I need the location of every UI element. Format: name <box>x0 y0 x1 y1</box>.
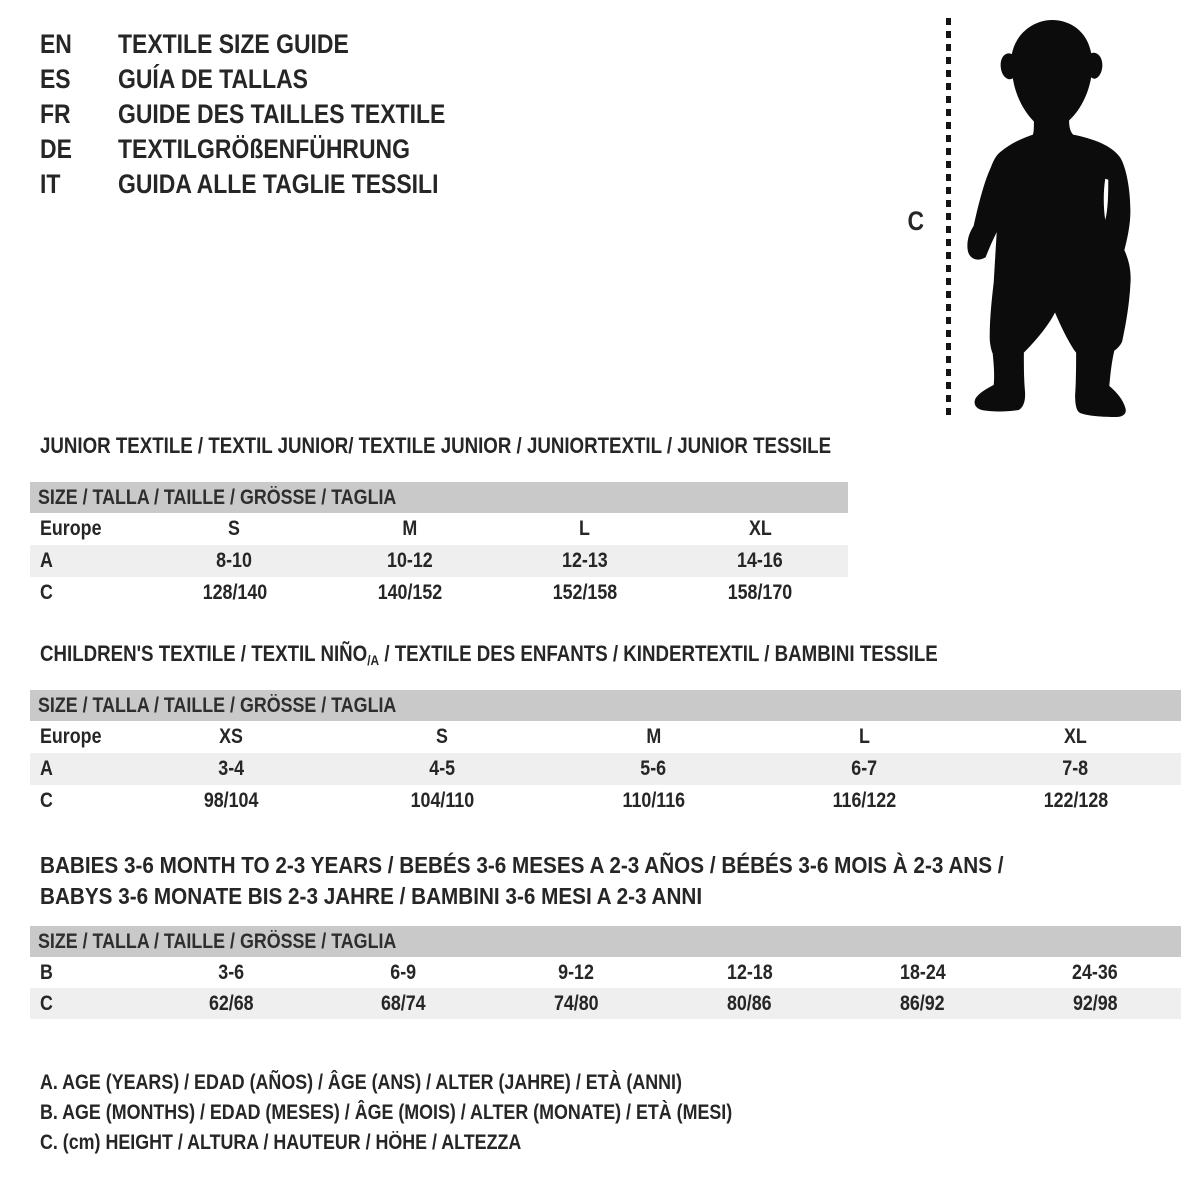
size-cell-text: 7-8 <box>1062 757 1089 780</box>
size-cell <box>490 988 663 1019</box>
row-label-text: C <box>40 581 53 604</box>
size-cell <box>317 988 490 1019</box>
height-measure-label-text: C <box>907 206 925 236</box>
legend-line-c <box>40 1128 854 1158</box>
size-cell-text: 128/140 <box>202 581 267 604</box>
size-cell <box>970 753 1181 785</box>
size-cell-text: L <box>859 725 870 748</box>
size-cell <box>126 753 337 785</box>
size-cell <box>672 545 848 577</box>
language-code-text: IT <box>40 169 61 199</box>
size-cell <box>145 988 317 1019</box>
children-title-part2: / TEXTILE DES ENFANTS / KINDERTEXTIL / BAMBINI TESSILE <box>379 641 938 666</box>
size-cell <box>126 721 337 753</box>
size-cell-text: S <box>228 517 241 540</box>
size-cell <box>497 577 672 609</box>
junior-table-title <box>40 433 971 459</box>
language-title: GUIDE DES TAILLES TEXTILE <box>118 99 446 129</box>
size-cell-text: 92/98 <box>1072 991 1118 1015</box>
size-cell <box>663 957 836 988</box>
size-cell <box>1009 988 1181 1019</box>
size-cell <box>836 988 1009 1019</box>
row-label-text: C <box>40 991 53 1015</box>
table-row <box>30 545 848 577</box>
size-cell-text: XL <box>748 517 772 540</box>
size-header-text: SIZE / TALLA / TAILLE / GRÖSSE / TAGLIA <box>38 694 397 717</box>
row-label-text: A <box>40 757 53 780</box>
language-code-text: FR <box>40 99 71 129</box>
row-label <box>30 545 147 577</box>
size-cell-text: 68/74 <box>381 991 426 1015</box>
children-size-header-bar <box>30 690 1181 721</box>
language-row <box>40 27 503 62</box>
size-cell <box>548 721 759 753</box>
row-label <box>30 577 147 609</box>
size-cell <box>836 957 1009 988</box>
size-header-text: SIZE / TALLA / TAILLE / GRÖSSE / TAGLIA <box>38 486 397 509</box>
table-row <box>30 988 1181 1019</box>
size-cell <box>970 785 1181 817</box>
row-label <box>30 753 126 785</box>
height-measure-dashed-line <box>946 18 951 416</box>
size-cell <box>337 753 548 785</box>
legend-line-a-text: A. AGE (YEARS) / EDAD (AÑOS) / ÂGE (ANS) / ALTER (JAHRE) / ETÀ (ANNI) <box>40 1071 682 1094</box>
junior-table-title-text: JUNIOR TEXTILE / TEXTIL JUNIOR/ TEXTILE JUNIOR / JUNIORTEXTIL / JUNIOR TESSILE <box>40 433 832 458</box>
size-cell <box>548 785 759 817</box>
size-cell <box>970 721 1181 753</box>
size-cell <box>322 577 497 609</box>
row-label <box>30 988 145 1019</box>
size-cell-text: 3-6 <box>218 960 244 984</box>
language-row <box>40 62 503 97</box>
size-cell-text: 5-6 <box>640 757 667 780</box>
size-cell <box>147 545 322 577</box>
children-table-title-text <box>40 641 938 673</box>
language-code-text: EN <box>40 29 72 59</box>
size-cell <box>145 957 317 988</box>
row-label <box>30 721 126 753</box>
size-cell <box>322 513 497 545</box>
table-row <box>30 785 1181 817</box>
size-cell <box>1009 957 1181 988</box>
table-row <box>30 957 1181 988</box>
size-cell-text: M <box>402 517 417 540</box>
size-cell <box>759 753 970 785</box>
row-label <box>30 957 145 988</box>
size-cell-text: 62/68 <box>208 991 254 1015</box>
table-row <box>30 753 1181 785</box>
size-cell-text: 4-5 <box>429 757 456 780</box>
language-title: GUÍA DE TALLAS <box>118 64 308 94</box>
size-cell <box>548 753 759 785</box>
size-cell <box>672 577 848 609</box>
size-cell-text: XL <box>1064 725 1087 748</box>
language-title: GUIDA ALLE TAGLIE TESSILI <box>118 169 439 199</box>
size-cell-text: 158/170 <box>727 581 793 604</box>
size-cell <box>317 957 490 988</box>
measurement-legend <box>40 1068 854 1158</box>
size-cell <box>147 577 322 609</box>
legend-line-a <box>40 1068 854 1098</box>
size-cell-text: 98/104 <box>204 789 259 812</box>
size-cell-text: 10-12 <box>386 549 433 572</box>
language-row <box>40 167 503 202</box>
language-title: TEXTILGRÖßENFÜHRUNG <box>118 134 410 164</box>
size-cell-text: 116/122 <box>832 789 897 812</box>
size-cell <box>497 513 672 545</box>
size-cell <box>322 545 497 577</box>
size-cell-text: 12-13 <box>561 549 608 572</box>
size-cell-text: 9-12 <box>558 960 595 984</box>
size-cell-text: 80/86 <box>727 991 772 1015</box>
size-cell-text: 3-4 <box>218 757 245 780</box>
toddler-silhouette-icon <box>963 18 1140 420</box>
size-cell-text: 12-18 <box>726 960 773 984</box>
size-cell <box>490 957 663 988</box>
size-cell <box>497 545 672 577</box>
size-cell <box>672 513 848 545</box>
legend-line-b-text: B. AGE (MONTHS) / EDAD (MESES) / ÂGE (MOIS) / ALTER (MONATE) / ETÀ (MESI) <box>40 1101 733 1124</box>
table-row <box>30 513 848 545</box>
size-cell-text: 152/158 <box>552 581 617 604</box>
size-cell <box>759 721 970 753</box>
babies-table-title <box>40 850 1111 912</box>
size-cell-text: 8-10 <box>216 549 253 572</box>
language-row <box>40 97 503 132</box>
size-cell-text: M <box>646 725 661 748</box>
size-cell <box>759 785 970 817</box>
size-cell <box>147 513 322 545</box>
children-size-table <box>30 721 1181 817</box>
size-cell-text: S <box>436 725 449 748</box>
size-cell-text: 6-9 <box>390 960 417 984</box>
row-label-text: Europe <box>40 517 102 540</box>
size-header-text: SIZE / TALLA / TAILLE / GRÖSSE / TAGLIA <box>38 930 397 953</box>
language-title-list <box>40 27 503 202</box>
legend-line-b <box>40 1098 854 1128</box>
size-cell-text: 104/110 <box>410 789 475 812</box>
children-table-title <box>40 641 1096 673</box>
row-label-text: B <box>40 960 53 984</box>
size-cell <box>337 721 548 753</box>
children-title-subscript: /A <box>367 652 380 668</box>
size-cell-text: XS <box>219 725 244 748</box>
size-cell-text: 86/92 <box>900 991 945 1015</box>
size-cell-text: 122/128 <box>1043 789 1108 812</box>
babies-title-line1: BABIES 3-6 MONTH TO 2-3 YEARS / BEBÉS 3-6 MESES A 2-3 AÑOS / BÉBÉS 3-6 MOIS À 2-3 ANS / <box>40 852 1004 878</box>
size-cell <box>337 785 548 817</box>
row-label-text: Europe <box>40 725 102 748</box>
size-cell-text: 14-16 <box>737 549 783 572</box>
babies-size-header-bar <box>30 926 1181 957</box>
language-code-text: ES <box>40 64 71 94</box>
row-label-text: A <box>40 549 53 572</box>
junior-size-header-bar <box>30 482 848 513</box>
babies-size-table <box>30 957 1181 1019</box>
junior-size-table <box>30 513 848 609</box>
row-label <box>30 785 126 817</box>
table-row <box>30 577 848 609</box>
table-row <box>30 721 1181 753</box>
row-label <box>30 513 147 545</box>
row-label-text: C <box>40 789 53 812</box>
language-code-text: DE <box>40 134 72 164</box>
size-cell <box>663 988 836 1019</box>
language-title: TEXTILE SIZE GUIDE <box>118 29 349 59</box>
language-row <box>40 132 503 167</box>
size-cell-text: 74/80 <box>554 991 599 1015</box>
legend-line-c-text: C. (cm) HEIGHT / ALTURA / HAUTEUR / HÖHE / ALTEZZA <box>40 1131 522 1154</box>
size-cell-text: 6-7 <box>851 757 878 780</box>
babies-title-line2: BABYS 3-6 MONATE BIS 2-3 JAHRE / BAMBINI 3-6 MESI A 2-3 ANNI <box>40 883 703 909</box>
size-cell-text: 110/116 <box>622 789 685 812</box>
children-title-part1: CHILDREN'S TEXTILE / TEXTIL NIÑO <box>40 641 368 666</box>
height-measure-label <box>906 206 926 237</box>
size-cell-text: 140/152 <box>377 581 442 604</box>
size-cell <box>126 785 337 817</box>
size-cell-text: L <box>579 517 590 540</box>
size-cell-text: 24-36 <box>1072 960 1118 984</box>
size-cell-text: 18-24 <box>899 960 946 984</box>
